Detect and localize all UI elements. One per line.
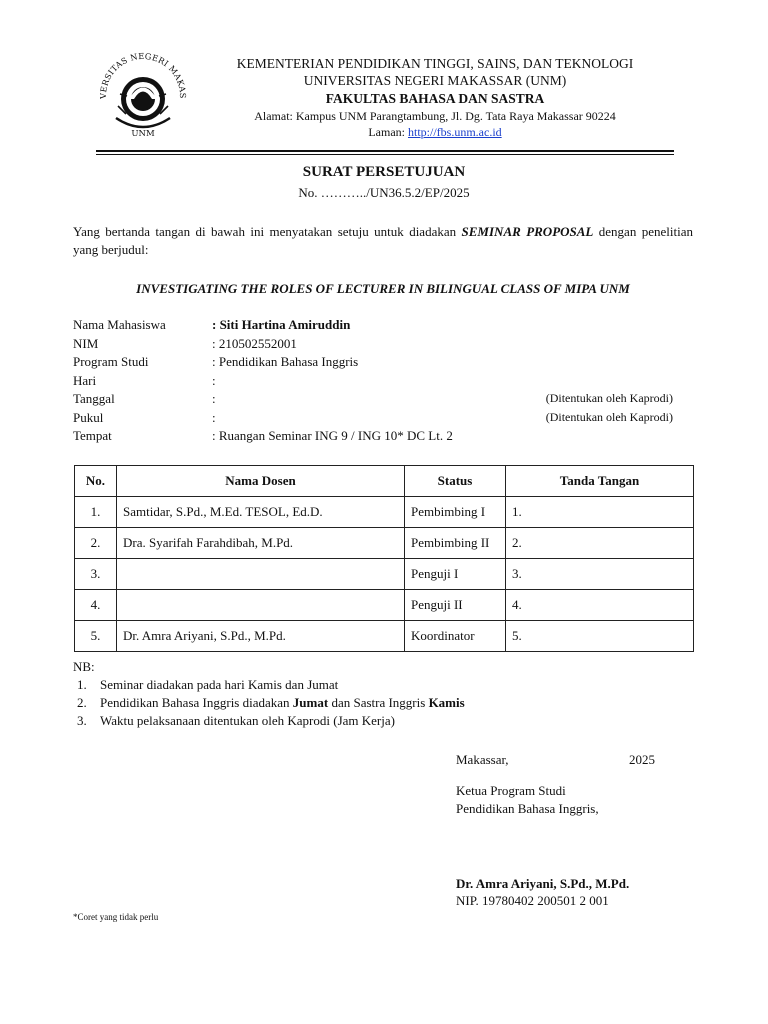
svg-text:UNIVERSITAS NEGERI MAKASSAR: VERSITAS NEGERI MAKAS bbox=[97, 50, 189, 99]
table-row bbox=[75, 559, 694, 590]
note-number: 3. bbox=[77, 713, 87, 728]
website-link[interactable]: http://fbs.unm.ac.id bbox=[408, 125, 502, 139]
signature-position-2: Pendidikan Bahasa Inggris, bbox=[456, 801, 599, 816]
letterhead-divider bbox=[96, 150, 674, 155]
note-text-bold: Kamis bbox=[428, 695, 465, 710]
cell-no: 5. bbox=[75, 621, 117, 652]
cell-dosen bbox=[117, 559, 405, 590]
note-number: 1. bbox=[77, 677, 87, 692]
field-row-nim bbox=[73, 336, 683, 354]
intro-before: Yang bertanda tangan di bawah ini menyatakan setuju untuk diadakan bbox=[73, 224, 462, 239]
intro-emphasis: SEMINAR PROPOSAL bbox=[461, 224, 594, 239]
notes-list bbox=[73, 677, 673, 731]
cell-no: 2. bbox=[75, 528, 117, 559]
letter-number: No. ………../UN36.5.2/EP/2025 bbox=[298, 185, 470, 200]
note-text-part: Waktu pelaksanaan ditentukan oleh Kaprodi (Jam Kerja) bbox=[100, 713, 395, 728]
field-row-tempat bbox=[73, 428, 683, 446]
field-label: Hari bbox=[73, 373, 97, 388]
table-row bbox=[75, 528, 694, 559]
svg-text:UNM: UNM bbox=[131, 129, 155, 139]
cell-dosen: Dr. Amra Ariyani, S.Pd., M.Pd. bbox=[117, 621, 405, 652]
ministry-name: KEMENTERIAN PENDIDIKAN TINGGI, SAINS, DAN TEKNOLOGI bbox=[236, 56, 634, 71]
field-row-pukul bbox=[73, 410, 683, 428]
note-item bbox=[73, 713, 673, 731]
cell-signature: 5. bbox=[506, 621, 694, 652]
university-logo bbox=[96, 46, 190, 140]
footnote: *Coret yang tidak perlu bbox=[73, 912, 159, 922]
signature-nip: NIP. 19780402 200501 2 001 bbox=[456, 893, 609, 908]
field-value: : Siti Hartina Amiruddin bbox=[212, 317, 351, 332]
note-text-part: Pendidikan Bahasa Inggris diadakan bbox=[100, 695, 293, 710]
cell-signature: 2. bbox=[506, 528, 694, 559]
field-label: NIM bbox=[73, 336, 99, 351]
note-item bbox=[73, 677, 673, 695]
note-text bbox=[100, 713, 395, 729]
cell-status: Penguji II bbox=[405, 590, 506, 621]
cell-dosen: Samtidar, S.Pd., M.Ed. TESOL, Ed.D. bbox=[117, 497, 405, 528]
note-text-part: dan Sastra Inggris bbox=[328, 695, 429, 710]
field-row-tanggal bbox=[73, 391, 683, 409]
cell-status: Pembimbing I bbox=[405, 497, 506, 528]
website-label: Laman: bbox=[368, 125, 408, 139]
field-note: (Ditentukan oleh Kaprodi) bbox=[545, 410, 673, 424]
website-line bbox=[200, 125, 670, 140]
note-item bbox=[73, 695, 673, 713]
cell-dosen: Dra. Syarifah Farahdibah, M.Pd. bbox=[117, 528, 405, 559]
field-value: : Pendidikan Bahasa Inggris bbox=[212, 354, 359, 369]
examiner-table bbox=[74, 465, 694, 652]
table-row bbox=[75, 621, 694, 652]
letter-title: SURAT PERSETUJUAN bbox=[302, 164, 466, 180]
field-note: (Ditentukan oleh Kaprodi) bbox=[545, 391, 673, 405]
cell-status: Pembimbing II bbox=[405, 528, 506, 559]
col-header-ttd: Tanda Tangan bbox=[506, 466, 694, 497]
field-value: : bbox=[212, 373, 216, 388]
field-row-hari bbox=[73, 373, 683, 391]
notes-label: NB: bbox=[73, 659, 95, 674]
cell-no: 4. bbox=[75, 590, 117, 621]
col-header-status: Status bbox=[405, 466, 506, 497]
field-label: Tempat bbox=[73, 428, 112, 443]
cell-dosen bbox=[117, 590, 405, 621]
note-text-bold: Jumat bbox=[292, 695, 329, 710]
signature-place: Makassar, bbox=[456, 752, 509, 767]
cell-status: Koordinator bbox=[405, 621, 506, 652]
research-title: INVESTIGATING THE ROLES OF LECTURER IN BILINGUAL CLASS OF MIPA UNM bbox=[136, 281, 630, 296]
address: Alamat: Kampus UNM Parangtambung, Jl. Dg. Tata Raya Makassar 90224 bbox=[254, 109, 616, 123]
cell-status: Penguji I bbox=[405, 559, 506, 590]
col-header-no: No. bbox=[75, 466, 117, 497]
signature-position-1: Ketua Program Studi bbox=[456, 783, 566, 798]
note-text bbox=[100, 695, 465, 711]
col-header-nama: Nama Dosen bbox=[117, 466, 405, 497]
cell-signature: 1. bbox=[506, 497, 694, 528]
field-row-prodi bbox=[73, 354, 683, 372]
table-header-row bbox=[75, 466, 694, 497]
table-row bbox=[75, 497, 694, 528]
note-number: 2. bbox=[77, 695, 87, 710]
field-label: Nama Mahasiswa bbox=[73, 317, 166, 332]
field-value: : 210502552001 bbox=[212, 336, 297, 351]
field-row-nama bbox=[73, 317, 683, 335]
field-value: : bbox=[212, 410, 216, 425]
field-value: : bbox=[212, 391, 216, 406]
university-name: UNIVERSITAS NEGERI MAKASSAR (UNM) bbox=[303, 73, 567, 88]
field-label: Pukul bbox=[73, 410, 104, 425]
faculty-name: FAKULTAS BAHASA DAN SASTRA bbox=[325, 91, 545, 106]
field-label: Program Studi bbox=[73, 354, 149, 369]
field-value: : Ruangan Seminar ING 9 / ING 10* DC Lt. 2 bbox=[212, 428, 453, 443]
intro-after: dengan penelitian yang berjudul: bbox=[73, 224, 693, 257]
intro-paragraph bbox=[73, 223, 693, 259]
table-row bbox=[75, 590, 694, 621]
signature-name: Dr. Amra Ariyani, S.Pd., M.Pd. bbox=[456, 876, 630, 891]
cell-no: 3. bbox=[75, 559, 117, 590]
signature-year: 2025 bbox=[629, 752, 655, 767]
cell-no: 1. bbox=[75, 497, 117, 528]
note-text bbox=[100, 677, 338, 693]
cell-signature: 3. bbox=[506, 559, 694, 590]
field-label: Tanggal bbox=[73, 391, 115, 406]
note-text-part: Seminar diadakan pada hari Kamis dan Jumat bbox=[100, 677, 339, 692]
cell-signature: 4. bbox=[506, 590, 694, 621]
